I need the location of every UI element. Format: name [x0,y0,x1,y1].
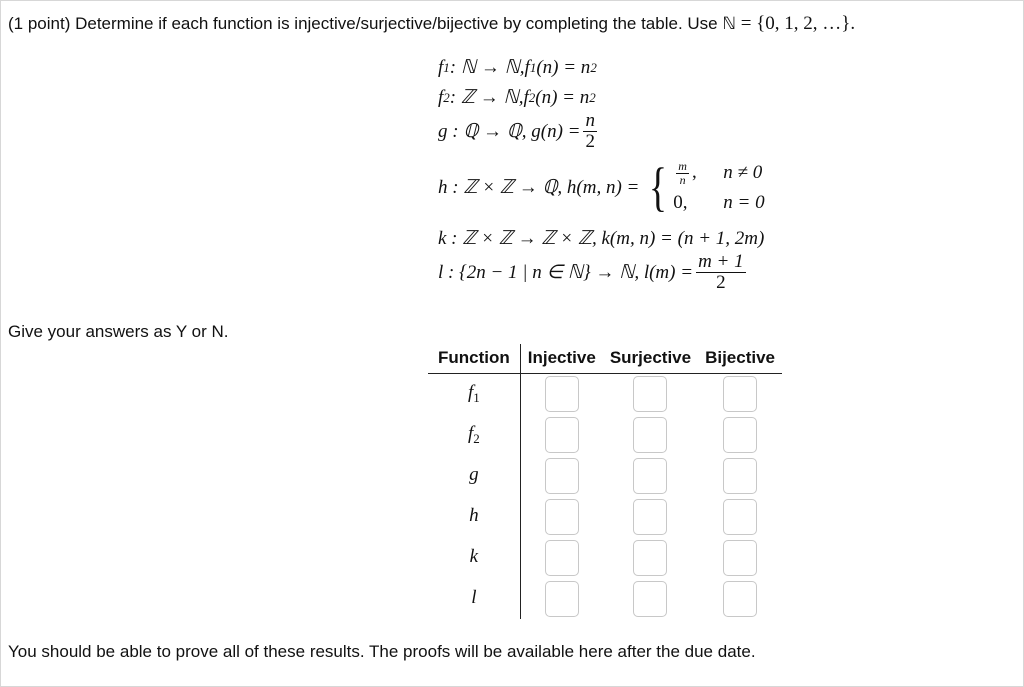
definition-h: h : ℤ × ℤ → ℚ, h(m, n) = { $\frac{m}{n}$ , n ≠ 0 0, n = 0 [438,157,765,218]
problem-prompt [8,13,855,35]
bijective-input[interactable] [723,458,757,494]
surjective-input[interactable] [633,417,667,453]
natural-set-symbol: ℕ [722,14,736,34]
table-header-row [428,344,782,373]
table-row [428,537,782,578]
definition-f1: f 1 : ℕ → ℕ, f 1 (n) = n 2 [438,56,597,78]
function-label: $f_2$ [428,414,520,455]
function-label: g [428,455,520,496]
natural-set-definition: = {0, 1, 2, …}. [735,13,856,34]
g-fraction: $\frac{n}{2}$ [585,110,595,152]
table-row [428,496,782,537]
header-surjective: Surjective [603,344,698,373]
injective-input[interactable] [545,581,579,617]
header-function: Function [428,344,520,373]
footer-note: You should be able to prove all of these results. The proofs will be available here after the due date. [8,642,756,661]
surjective-input[interactable] [633,376,667,412]
bijective-input[interactable] [723,499,757,535]
surjective-input[interactable] [633,581,667,617]
injective-input[interactable] [545,458,579,494]
header-injective: Injective [520,344,603,373]
table-row [428,455,782,496]
bijective-input[interactable] [723,376,757,412]
prompt-text: (1 point) Determine if each function is injective/surjective/bijective by completing the table. Use [8,14,723,33]
injective-input[interactable] [545,376,579,412]
bijective-input[interactable] [723,540,757,576]
function-label: k [428,537,520,578]
header-bijective: Bijective [698,344,782,373]
answer-table [428,344,782,619]
surjective-input[interactable] [633,458,667,494]
surjective-input[interactable] [633,540,667,576]
definition-f2: f 2 : ℤ → ℕ, f 2 (n) = n 2 [438,86,596,108]
definition-g: g : ℚ → ℚ, g(n) = $\frac{n}{2}$ [438,110,595,152]
definition-l: l : {2n − 1 | n ∈ ℕ} → ℕ, l(m) = $\frac{m + 1}{2}$ [438,251,744,293]
definition-k: k : ℤ × ℤ → ℤ × ℤ, k(m, n) = (n + 1, 2m) [438,228,765,249]
l-fraction: $\frac{m + 1}{2}$ [698,251,744,293]
function-label: $f_1$ [428,373,520,414]
answer-hint: Give your answers as Y or N. [8,322,229,341]
function-label: l [428,578,520,619]
table-row [428,373,782,414]
bijective-input[interactable] [723,417,757,453]
h-cases: $\frac{m}{n}$ , n ≠ 0 0, n = 0 [673,159,765,214]
injective-input[interactable] [545,499,579,535]
surjective-input[interactable] [633,499,667,535]
table-row [428,414,782,455]
bijective-input[interactable] [723,581,757,617]
table-row [428,578,782,619]
injective-input[interactable] [545,417,579,453]
cases-brace: { [649,157,668,218]
function-label: h [428,496,520,537]
injective-input[interactable] [545,540,579,576]
